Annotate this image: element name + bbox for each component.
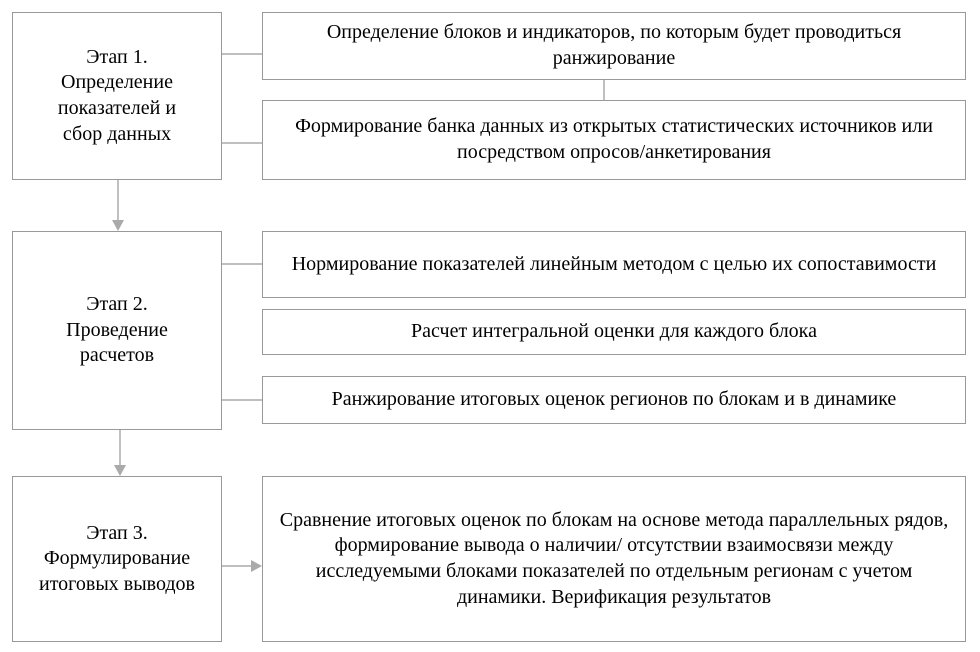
stage-2-step-1-text: Нормирование показателей линейным методом с целью их сопоставимости (291, 252, 937, 275)
stage-1-step-1-box (262, 12, 966, 80)
flow-arrowhead (112, 220, 124, 231)
stage-2-box (12, 231, 222, 430)
stage-1-step-2-box (262, 100, 966, 180)
stage-2-title: Этап 2. Проведение расчетов (66, 293, 168, 367)
stage-3-box (12, 476, 222, 642)
stage-3-step-1-text: Сравнение итоговых оценок по блокам на основе метода параллельных рядов, формирование вывода о наличии/ отсутствии взаимосвязи между исследуемыми блоками показателей по отдельным регионам с учетом динамики. Верификация результатов (279, 508, 949, 608)
stage-3-step-1-box (262, 476, 966, 642)
flow-arrowhead (251, 560, 262, 572)
stage-1-step-2-text: Формирование банка данных из открытых статистических источников или посредством опросов/анкетирования (295, 115, 933, 163)
stage-2-step-2-box (262, 309, 966, 355)
stage-2-step-1-box (262, 231, 966, 298)
flow-arrowhead (114, 465, 126, 476)
stage-1-box (12, 12, 222, 180)
stage-3-title: Этап 3. Формулирование итоговых выводов (39, 521, 195, 595)
stage-2-step-3-box (262, 376, 966, 424)
stage-2-step-2-text: Расчет интегральной оценки для каждого блока (411, 320, 817, 343)
stage-1-step-1-text: Определение блоков и индикаторов, по которым будет проводиться ранжирование (326, 21, 902, 69)
stage-2-step-3-text: Ранжирование итоговых оценок регионов по блокам и в динамике (331, 388, 897, 411)
stage-1-title: Этап 1. Определение показателей и сбор данных (57, 45, 177, 145)
